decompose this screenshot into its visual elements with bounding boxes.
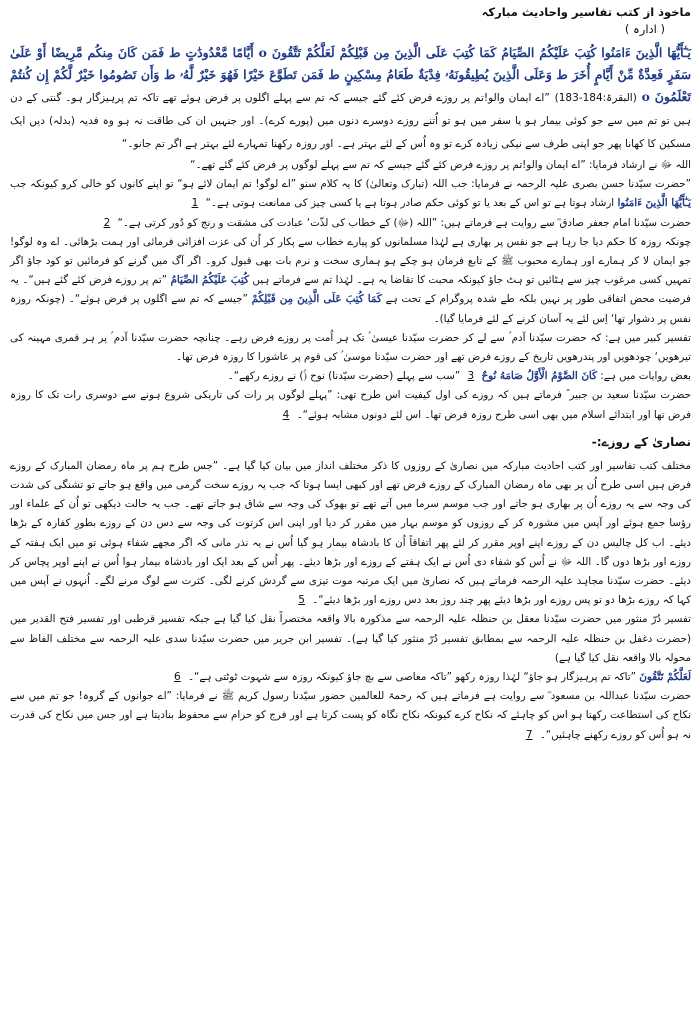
paragraph-2-arabic: يَـٰٓأَيُّهَا الَّذِينَ ءَامَنُوا bbox=[617, 197, 691, 210]
paragraph-10-text: ”تاکہ تم پرہیزگار ہو جاؤ“ لہٰذا روزہ رکھو ”تاکہ معاصی سے بچ جاؤ کیونکہ روزہ سے شہوت ٹوٹتی ہے“۔ bbox=[187, 671, 637, 684]
paragraph-6 bbox=[10, 367, 691, 386]
footnote-marker[interactable]: 7 bbox=[525, 728, 533, 741]
paragraph-1: اللہ ﷻ نے ارشاد فرمایا: ”اے ایمان والو!تم پر روزے فرض کئے گئے جیسے کہ تم سے پہلے لوگوں پر فرض کئے گئے تھے۔“ bbox=[190, 159, 691, 171]
verse-reference: (البقرۃ:184-183) bbox=[554, 92, 637, 104]
paragraph-2-lead: ”حضرت سیّدنا حسن بصری علیہ الرحمہ نے فرمایا: جب اللہ (تبارک وتعالیٰ) کا یہ کلام سنو ”اے لوگو! تم ایمان لائے ہو“ تو اپنے کانوں کو خالی کرو کیونکہ جب bbox=[10, 178, 691, 191]
paragraph-4-arabic-1: كُتِبَ عَلَيْكُمُ الصِّيَامُ bbox=[170, 274, 249, 287]
paragraph-7-text: حضرت سیّدنا سعید بن جبیر ؓ فرماتے ہیں کہ روزے کی اول کیفیت اس طرح تھی: ”پہلے لوگوں پر رات کی تاریکی شروع ہونے سے دوسری رات تک کا روزہ فرض تھا اور ابتدائے اسلام میں بھی اسی طرح روزہ فرض تھا۔ اس لئے دونوں مشابہ ہوئے“۔ bbox=[10, 389, 691, 421]
quran-verse bbox=[10, 42, 691, 155]
paragraph-6-text: بعض روایات میں ہے: bbox=[600, 370, 691, 383]
paragraph-3 bbox=[10, 214, 691, 233]
footnote-marker[interactable]: 4 bbox=[282, 408, 290, 421]
paragraph-4-mid: ”تم پر روزے فرض کئے گئے ہیں“۔ یہ فرضیت محض اتفاقی طور پر نہیں بلکہ طے شدہ پروگرام کے تحت ہے bbox=[10, 274, 691, 306]
paragraph-4-text: چونکہ روزہ کا حکم دیا جا رہا ہے جو نفس پر بھاری ہے لہٰذا مسلمانوں کو پیارے خطاب سے پکار کر اُن کی عزت افزائی فرمائی اور ہمت بڑھائی۔ اے وہ لوگو! جو ایمان لا کر ہمارے اور ہمارے محبوب ﷺ کے تابع فرمان ہو چکے ہو ہماری سخت و نرم بات بھی قبول کرو۔ اگر آگ میں گرنے کو فرمائیں تو کود جاؤ اگر تمہیں کسی مرغوب چیز سے ہٹائیں تو ہٹ جاؤ کیونکہ محبت کا تقاضا یہ ہے۔ لہٰذا تم سے فرماتے ہیں bbox=[10, 235, 691, 287]
paragraph-2 bbox=[10, 175, 691, 213]
footnote-marker[interactable]: 5 bbox=[298, 594, 305, 607]
paragraph-10 bbox=[10, 668, 691, 687]
footnote-marker[interactable]: 1 bbox=[191, 197, 199, 210]
verse-translation: ”اے ایمان والو!تم پر روزے فرض کئے گئے جیسے کہ تم سے پہلے اگلوں پر فرض ہوئے تھے تاکہ تم پرہیزگار ہو۔ گنتی کے دن ہیں تو تم میں سے جو کوئی بیمار ہو یا سفر میں ہو تو اُتنے روزے دوسرے دنوں میں (پورے کرے)۔ اور جنہیں ان کی طاقت نہ ہو وہ فدیہ (بدلہ) دیں ایک مسکین کا کھانا پھر جو اپنی طرف سے نیکی زیادہ کرے تو وہ اُس کے لئے بہتر ہے۔ اور روزہ رکھنا تمہارے لئے بہتر ہے اگر تم جانو۔“ bbox=[10, 92, 691, 150]
paragraph-8-text: مختلف کتب تفاسیر اور کتب احادیث مبارکہ میں نصاریٰ کے روزوں کا ذکر مختلف انداز میں بیان کیا گیا ہے۔ ”جس طرح ہم پر ماہ رمضان المبارک کے روزے فرض ہیں اسی طرح اُن پر بھی ماہ رمضان المبارک کے روزے فرض تھے اور کبھی ایسا ہوتا کہ جب یہ روزے سخت گرمی میں واقع ہو جاتے تو تشنگی کی شدت کی وجہ سے یہ روزے اُن پر بھاری ہو جاتے اور جب موسم سرما میں آتے تھے تو بھوک کی وجہ سے شاق ہو جاتے تھے۔ جب یہ حالت دیکھی تو اُن کے علماء اور رؤسا جمع ہوئے اور آپس میں مشورہ کر کے روزوں کو موسم بہار میں مقرر کر دیا اور اپنی اس کرتوت کی وجہ سے دس دن کے روزے بطورِ کفارہ کے بڑھا دیئے۔ اب کل چالیس دن کے روزے اپنے اوپر مقرر کر لئے پھر اتفاقاً اُن کا بادشاہ بیمار ہو گیا اُس نے یہ نذر مانی کہ اگر مجھے شفاء ہوئی تو میں ایک ہفتہ کے روزے اور بڑھا دوں گا۔ اللہ ﷻ نے اُس کو شفاء دی اُس نے ایک ہفتے کے روزے اور بڑھا دیئے۔ پھر اُس کے بعد ایک اور بادشاہ بیمار ہوا اُس نے اپنے اوپر پچاس کر دیئے۔ حضرت سیّدنا مجاہد علیہ الرحمہ فرماتے ہیں کہ نصاریٰ میں ایک مرتبہ موت تیزی سے گردش کرنے لگی۔ کثرت سے لوگ مرنے لگے۔ اُنہوں نے آپس میں کہا کہ روزے بڑھا دو تو پس روزے اور بڑھا دیئے پھر چند روز بعد دس روزے اور بڑھا دیئے“۔ bbox=[10, 459, 691, 607]
paragraph-6-arabic: كَانَ الصَّوْمُ الْأَوَّلُ صَامَهُ نُوحٌ bbox=[481, 370, 597, 383]
article-source-title: ماخوذ از کتب تفاسیر واحادیث مبارکہ bbox=[481, 5, 691, 19]
paragraph-5: تفسیر کبیر میں ہے: کہ حضرت سیّدنا آدم ؑ سے لے کر حضرت سیّدنا عیسیٰ ؑ تک ہر اُمت پر روزے فرض رہے۔ چنانچہ حضرت سیّدنا آدم ؑ پر ہر قمری مہینہ کی تیرھویں‘ چودھویں اور پندرھویں تاریخ کے روزے فرض تھے اور حضرت سیّدنا موسیٰ ؑ کی قوم پر عاشورا کا روزہ فرض تھا۔ bbox=[10, 331, 691, 364]
paragraph-3-text: حضرت سیّدنا امام جعفر صادق ؓ سے روایت ہے فرماتے ہیں: ”اللہ (ﷻ) کے خطاب کی لذّت‘ عبادت کی مشقت و رنج کو دُور کرتی ہے۔“ bbox=[117, 216, 691, 229]
article-author: ( ادارہ ) bbox=[624, 22, 665, 36]
paragraph-9: تفسیر دُرّ منثور میں حضرت سیّدنا معقل بن حنظلہ علیہ الرحمہ سے مذکورہ بالا واقعہ مختصراً نقل کیا گیا ہے جبکہ تفسیر قرطبی اور تفسیر فتح القدیر میں (حضرت دغفل بن حنظلہ علیہ الرحمہ سے بمطابق تفسیر دُرّ منثور کیا گیا ہے)۔ تفسیر ابن جریر میں حضرت سیّدنا سدی علیہ الرحمہ سے مختلف الفاظ سے محولہ بالا واقعہ نقل کیا گیا ہے) bbox=[10, 613, 691, 664]
footnote-marker[interactable]: 2 bbox=[103, 216, 111, 229]
paragraph-2-rest: ارشاد ہوتا ہے تو اس کے بعد یا تو کوئی حکم صادر ہوتا ہے یا کسی چیز کی ممانعت ہوتی ہے۔“ bbox=[205, 197, 615, 210]
paragraph-10-arabic: لَعَلَّكُمْ تَتَّقُونَ bbox=[639, 671, 691, 684]
footnote-marker[interactable]: 3 bbox=[467, 370, 475, 383]
paragraph-8 bbox=[10, 457, 691, 611]
paragraph-6-end: ”سب سے پہلے (حضرت سیّدنا) نوح (ؑ) نے روزے رکھے“۔ bbox=[227, 370, 461, 383]
paragraph-11 bbox=[10, 687, 691, 745]
section-heading: نصاریٰ کے روزے:- bbox=[591, 434, 691, 449]
paragraph-7 bbox=[10, 386, 691, 424]
paragraph-11-text: حضرت سیّدنا عبداللہ بن مسعود ؓ سے روایت ہے فرماتے ہیں کہ رحمۃ للعالمین حضور سیّدنا رسول کریم ﷺ نے فرمایا: ”اے جوانوں کے گروہ! جو تم میں سے نکاح کی استطاعت رکھتا ہو اس کو چاہئے کہ نکاح کرے کیونکہ نکاح نگاہ کو پست کرتا ہے اور فرج کو حرام سے محفوظ بنادیتا ہے اور جس میں نکاح کی قدرت نہ ہو اُس کو روزے رکھنے چاہئیں“۔ bbox=[10, 690, 691, 741]
footnote-marker[interactable]: 6 bbox=[174, 671, 181, 684]
paragraph-4 bbox=[10, 233, 691, 329]
paragraph-4-arabic-2: كَمَا كُتِبَ عَلَى الَّذِينَ مِن قَبْلِكُمْ bbox=[251, 293, 382, 306]
paragraph-4-end: ”جیسے کہ تم سے اگلوں پر فرض ہوئے“۔ (چونکہ روزہ نفس پر دشوار تھا‘ اِس لئے یہ آسان کرنے کے لئے فرمایا گیا)۔ bbox=[10, 293, 691, 325]
quran-verse-arabic: يَـٰٓأَيُّهَا الَّذِينَ ءَامَنُوا كُتِبَ عَلَيْكُمُ الصِّيَامُ كَمَا كُتِبَ عَلَى الَّذِينَ مِن قَبْلِكُمْ لَعَلَّكُمْ تَتَّقُونَ o أَيَّامًا مَّعْدُودَٰتٍ ط فَمَن كَانَ مِنكُم مَّرِيضًا أَوْ عَلَىٰ سَفَرٍ فَعِدَّةٌ مِّنْ أَيَّامٍ أُخَرَ ط وَعَلَى الَّذِينَ يُطِيقُونَهُۥ فِدْيَةٌ طَعَامُ مِسْكِينٍ ط فَمَن تَطَوَّعَ خَيْرًا فَهُوَ خَيْرٌ لَّهُۥ ط وَأَن تَصُومُوا خَيْرٌ لَّكُمْ إِن كُنتُمْ تَعْلَمُونَ o bbox=[10, 45, 692, 104]
